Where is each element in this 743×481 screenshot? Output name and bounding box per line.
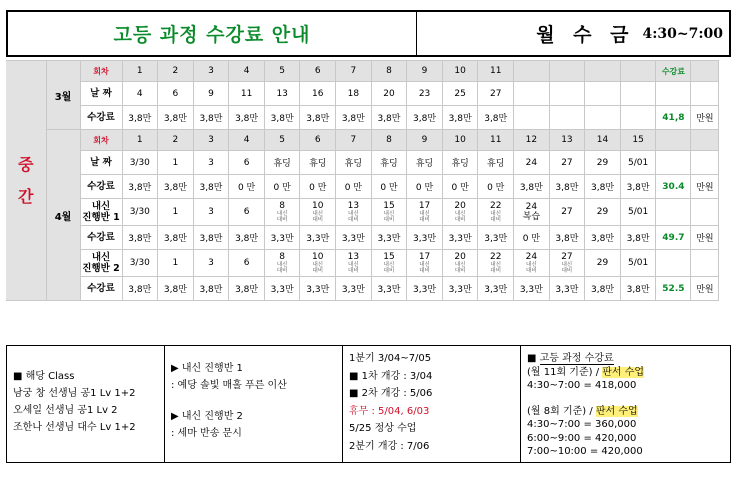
cell-date: 20 — [454, 252, 466, 262]
quarter2: 2분기 개강 : 7/06 — [349, 440, 430, 452]
normal-class: 5/25 정상 수업 — [349, 423, 417, 434]
table-cell: 18 — [336, 82, 372, 106]
table-cell: 3,3만 — [514, 277, 550, 301]
table-cell: 6 — [229, 151, 265, 175]
cell-date: 10 — [312, 252, 324, 262]
quarter1: 1분기 3/04~7/05 — [349, 353, 432, 364]
cell-date: 1 — [172, 207, 179, 217]
table-cell: 6 — [158, 82, 194, 106]
table-cell: 1 — [158, 151, 194, 175]
table-cell — [300, 199, 336, 226]
table-cell: 15 — [620, 130, 656, 151]
cell-date: 5/01 — [628, 258, 649, 268]
table-cell: 3,3만 — [478, 226, 514, 250]
unit-cell: 만원 — [691, 175, 719, 199]
fee-heading: ■ 고등 과정 수강료 — [527, 353, 614, 364]
class-list-heading: ■ 해당 Class — [13, 371, 75, 382]
total-cell: 49.7 — [656, 226, 691, 250]
table-cell: 9 — [407, 130, 443, 151]
cell-date: 3 — [208, 258, 214, 268]
table-cell: 3,8만 — [122, 226, 158, 250]
table-cell: 3,8만 — [193, 226, 229, 250]
table-cell — [549, 199, 585, 226]
table-cell: 휴딩 — [300, 151, 336, 175]
table-cell: 3,8만 — [122, 106, 158, 130]
cell-note: 내신 대비 — [419, 262, 430, 274]
table-row — [6, 250, 719, 277]
cell-date: 20 — [454, 201, 466, 211]
cell-note: 내신 대비 — [561, 262, 573, 274]
table-cell — [585, 250, 621, 277]
total-cell: 52.5 — [656, 277, 691, 301]
table-cell: 3 — [193, 130, 229, 151]
class-list — [7, 346, 165, 462]
table-cell: 1 — [122, 130, 158, 151]
table-cell — [585, 61, 621, 82]
table-cell: 27 — [478, 82, 514, 106]
row-label: 수강료 — [80, 277, 122, 301]
table-cell — [122, 250, 158, 277]
cell-date: 10 — [312, 201, 324, 211]
total-cell — [656, 250, 691, 277]
table-row — [6, 151, 719, 175]
table-row — [6, 82, 719, 106]
table-cell — [407, 199, 443, 226]
table-cell: 5 — [264, 61, 300, 82]
table-cell: 3,3만 — [442, 226, 478, 250]
table-cell: 6 — [300, 61, 336, 82]
fee-line: 6:00~9:00 = 420,000 — [527, 432, 637, 444]
table-cell: 휴딩 — [264, 151, 300, 175]
holiday: 휴무 : 5/04, 6/03 — [349, 405, 430, 417]
cell-date: 29 — [596, 258, 609, 268]
table-cell — [549, 106, 585, 130]
cell-note: 내신 대비 — [490, 262, 502, 274]
row-label: 수강료 — [80, 226, 122, 250]
table-cell — [264, 199, 300, 226]
table-cell: 3,8만 — [336, 106, 372, 130]
cell-note: 내신 대비 — [490, 211, 502, 223]
cell-date: 13 — [347, 252, 360, 262]
table-cell — [407, 250, 443, 277]
table-row — [6, 130, 719, 151]
class-time: 4:30~7:00 — [642, 25, 723, 42]
row-label: 수강료 — [80, 106, 122, 130]
month-label: 4월 — [46, 130, 80, 301]
table-cell: 3,8만 — [300, 106, 336, 130]
table-cell — [514, 61, 550, 82]
table-cell — [193, 250, 229, 277]
table-cell: 13 — [264, 82, 300, 106]
table-cell: 3,8만 — [229, 106, 265, 130]
table-cell: 3,8만 — [193, 175, 229, 199]
table-cell — [620, 61, 656, 82]
unit-cell — [691, 130, 719, 151]
table-row — [6, 61, 719, 82]
side-label-char: 중 — [18, 154, 34, 174]
cell-date: 3/30 — [129, 207, 150, 217]
track-info — [165, 346, 343, 462]
unit-cell — [691, 199, 719, 226]
table-cell: 25 — [442, 82, 478, 106]
header-bar — [6, 10, 731, 57]
table-cell — [514, 106, 550, 130]
side-label — [6, 61, 46, 301]
total-cell — [656, 199, 691, 226]
table-cell: 휴딩 — [407, 151, 443, 175]
fee-line: 4:30~7:00 = 418,000 — [527, 380, 637, 391]
table-cell: 2 — [158, 61, 194, 82]
unit-cell: 만원 — [691, 277, 719, 301]
track1-schools: : 예당 솔빛 매홀 푸른 이산 — [171, 380, 287, 391]
table-cell: 11 — [478, 130, 514, 151]
cell-date: 29 — [596, 207, 609, 217]
table-cell: 3,3만 — [300, 277, 336, 301]
row-label: 회차 — [80, 130, 122, 151]
table-cell: 3,8만 — [585, 226, 621, 250]
table-cell: 0 만 — [264, 175, 300, 199]
table-cell: 4 — [122, 82, 158, 106]
cell-date: 3/30 — [129, 258, 150, 268]
month-label: 3월 — [46, 61, 80, 130]
total-cell: 41,8 — [656, 106, 691, 130]
fee-group2: (월 8회 기준) / 판서 수업 — [527, 405, 638, 417]
table-cell: 27 — [549, 151, 585, 175]
table-cell: 3,8만 — [585, 277, 621, 301]
class-line: 오세일 선생님 공1 Lv 2 — [13, 405, 118, 416]
fee-group1: (월 11회 기준) / 판서 수업 — [527, 366, 645, 378]
cell-note: 내신 대비 — [276, 211, 288, 223]
table-cell — [442, 250, 478, 277]
table-cell: 29 — [585, 151, 621, 175]
unit-cell: 만원 — [691, 106, 719, 130]
table-cell: 7 — [336, 61, 372, 82]
cell-date: 5/01 — [628, 207, 649, 217]
table-cell: 3,3만 — [549, 277, 585, 301]
table-cell: 3,3만 — [336, 277, 372, 301]
table-cell — [300, 250, 336, 277]
table-cell: 3,8만 — [620, 277, 656, 301]
open2: ■ 2차 개강 : 5/06 — [349, 388, 433, 399]
table-cell: 0 만 — [229, 175, 265, 199]
table-cell: 휴딩 — [336, 151, 372, 175]
table-cell — [585, 82, 621, 106]
table-cell: 3,3만 — [478, 277, 514, 301]
class-line: 남궁 창 선생님 공1 Lv 1+2 — [13, 388, 136, 399]
row-label: 날 짜 — [80, 151, 122, 175]
table-row — [6, 277, 719, 301]
unit-cell — [691, 151, 719, 175]
table-cell — [478, 250, 514, 277]
table-cell: 3,3만 — [442, 277, 478, 301]
row-label: 수강료 — [80, 175, 122, 199]
table-cell: 3,3만 — [371, 277, 407, 301]
cell-date: 17 — [418, 201, 431, 211]
table-cell: 휴딩 — [478, 151, 514, 175]
track2-heading: ▶ 내신 진행반 2 — [171, 411, 243, 422]
table-cell — [371, 250, 407, 277]
table-cell: 3,8만 — [229, 226, 265, 250]
table-cell — [336, 250, 372, 277]
table-cell: 3,8만 — [193, 277, 229, 301]
table-cell — [478, 199, 514, 226]
cell-note: 내신 대비 — [454, 211, 466, 223]
class-line: 조한나 선생님 대수 Lv 1+2 — [13, 422, 136, 433]
cell-note: 내신 대비 — [348, 262, 359, 274]
table-cell: 휴딩 — [371, 151, 407, 175]
track2-schools: : 세마 반송 문시 — [171, 428, 242, 439]
row-label: 내신 진행반 1 — [80, 199, 122, 226]
table-cell — [620, 82, 656, 106]
table-cell: 3,8만 — [620, 226, 656, 250]
cell-date: 8 — [279, 201, 286, 211]
table-cell: 3,3만 — [264, 277, 300, 301]
total-cell: 30.4 — [656, 175, 691, 199]
table-cell: 3,8만 — [478, 106, 514, 130]
table-cell: 3,8만 — [122, 277, 158, 301]
cell-date: 15 — [383, 201, 395, 211]
table-cell: 3,8만 — [229, 277, 265, 301]
cell-date: 24 — [525, 252, 538, 262]
class-days: 월 수 금 — [536, 24, 635, 46]
table-cell — [229, 250, 265, 277]
fee-summary — [521, 346, 730, 462]
table-cell — [549, 61, 585, 82]
cell-date: 24 복습 — [522, 202, 541, 222]
unit-cell — [691, 250, 719, 277]
table-cell: 3,8만 — [158, 175, 194, 199]
cell-date: 8 — [279, 252, 286, 262]
fee-line: 7:00~10:00 = 420,000 — [527, 446, 643, 457]
table-cell: 11 — [229, 82, 265, 106]
cell-date: 27 — [561, 207, 573, 217]
schedule-header — [417, 12, 729, 55]
table-cell: 2 — [158, 130, 194, 151]
table-cell: 3,3만 — [300, 226, 336, 250]
table-cell — [122, 199, 158, 226]
table-cell: 3,8만 — [264, 106, 300, 130]
table-cell: 10 — [442, 61, 478, 82]
fee-line: 4:30~7:00 = 360,000 — [527, 419, 637, 430]
table-cell: 12 — [514, 130, 550, 151]
page-title: 고등 과정 수강료 안내 — [8, 12, 417, 55]
table-cell — [371, 199, 407, 226]
table-cell: 3,3만 — [371, 226, 407, 250]
table-cell: 11 — [478, 61, 514, 82]
table-cell: 3 — [193, 151, 229, 175]
cell-date: 3 — [208, 207, 214, 217]
table-cell — [514, 82, 550, 106]
table-cell: 7 — [336, 130, 372, 151]
table-cell: 0 만 — [371, 175, 407, 199]
table-cell: 0 만 — [300, 175, 336, 199]
cell-date: 27 — [561, 252, 573, 262]
table-cell — [514, 250, 550, 277]
unit-cell — [691, 82, 719, 106]
table-cell — [549, 82, 585, 106]
table-cell: 5/01 — [620, 151, 656, 175]
cell-date: 22 — [490, 252, 502, 262]
term-schedule — [343, 346, 521, 462]
table-cell: 3,8만 — [158, 226, 194, 250]
table-cell: 3,3만 — [407, 226, 443, 250]
cell-note: 내신 대비 — [526, 262, 537, 274]
cell-date: 17 — [418, 252, 431, 262]
table-cell: 9 — [193, 82, 229, 106]
table-cell: 14 — [585, 130, 621, 151]
table-cell: 3,8만 — [549, 226, 585, 250]
cell-note: 내신 대비 — [312, 211, 324, 223]
table-cell: 3,8만 — [122, 175, 158, 199]
table-cell: 3,8만 — [549, 175, 585, 199]
table-cell: 8 — [371, 130, 407, 151]
table-cell: 0 만 — [407, 175, 443, 199]
side-label-char: 간 — [18, 186, 34, 206]
cell-date: 6 — [243, 207, 250, 217]
cell-note: 내신 대비 — [276, 262, 288, 274]
table-cell — [620, 106, 656, 130]
table-cell: 3,3만 — [264, 226, 300, 250]
info-panel — [6, 345, 731, 463]
cell-note: 내신 대비 — [419, 211, 430, 223]
table-cell: 3,8만 — [585, 175, 621, 199]
table-cell: 1 — [122, 61, 158, 82]
table-cell: 0 만 — [514, 226, 550, 250]
cell-date: 1 — [172, 258, 179, 268]
table-cell: 4 — [229, 61, 265, 82]
total-cell — [656, 130, 691, 151]
table-cell: 3,8만 — [158, 277, 194, 301]
table-cell — [158, 199, 194, 226]
table-cell: 9 — [407, 61, 443, 82]
table-cell: 3/30 — [122, 151, 158, 175]
table-cell: 3,3만 — [336, 226, 372, 250]
table-cell — [620, 199, 656, 226]
cell-date: 6 — [243, 258, 250, 268]
table-row — [6, 226, 719, 250]
table-row — [6, 199, 719, 226]
cell-date: 13 — [347, 201, 360, 211]
row-label: 날 짜 — [80, 82, 122, 106]
table-cell — [442, 199, 478, 226]
table-cell: 3,8만 — [620, 175, 656, 199]
total-cell — [656, 82, 691, 106]
table-cell: 24 — [514, 151, 550, 175]
table-cell: 3,8만 — [371, 106, 407, 130]
table-cell — [549, 250, 585, 277]
table-cell — [264, 250, 300, 277]
open1: ■ 1차 개강 : 3/04 — [349, 370, 433, 382]
cell-note: 내신 대비 — [348, 211, 359, 223]
cell-note: 내신 대비 — [383, 262, 395, 274]
row-label: 회차 — [80, 61, 122, 82]
table-row — [6, 175, 719, 199]
table-cell: 0 만 — [336, 175, 372, 199]
table-cell — [585, 199, 621, 226]
total-cell — [656, 151, 691, 175]
table-cell: 13 — [549, 130, 585, 151]
cell-date: 15 — [383, 252, 395, 262]
table-cell: 4 — [229, 130, 265, 151]
table-cell: 23 — [407, 82, 443, 106]
cell-note: 내신 대비 — [454, 262, 466, 274]
cell-note: 내신 대비 — [383, 211, 395, 223]
track1-heading: ▶ 내신 진행반 1 — [171, 363, 243, 374]
cell-date: 22 — [490, 201, 502, 211]
table-cell: 3,3만 — [407, 277, 443, 301]
table-cell: 3,8만 — [158, 106, 194, 130]
table-cell: 6 — [300, 130, 336, 151]
table-cell: 5 — [264, 130, 300, 151]
table-cell: 3,8만 — [442, 106, 478, 130]
table-row — [6, 106, 719, 130]
table-cell — [585, 106, 621, 130]
table-cell: 3,8만 — [407, 106, 443, 130]
table-cell: 0 만 — [478, 175, 514, 199]
table-cell: 8 — [371, 61, 407, 82]
unit-cell: 만원 — [691, 226, 719, 250]
table-cell — [336, 199, 372, 226]
row-label: 내신 진행반 2 — [80, 250, 122, 277]
cell-note: 내신 대비 — [312, 262, 324, 274]
table-cell: 3,8만 — [514, 175, 550, 199]
table-cell: 16 — [300, 82, 336, 106]
table-cell — [514, 199, 550, 226]
table-cell: 10 — [442, 130, 478, 151]
table-cell: 0 만 — [442, 175, 478, 199]
unit-cell — [691, 61, 719, 82]
table-cell — [158, 250, 194, 277]
total-cell: 수강료 — [656, 61, 691, 82]
table-cell — [193, 199, 229, 226]
fee-table — [6, 60, 719, 301]
table-cell: 3 — [193, 61, 229, 82]
table-cell — [620, 250, 656, 277]
table-cell — [229, 199, 265, 226]
table-cell: 3,8만 — [193, 106, 229, 130]
table-cell: 휴딩 — [442, 151, 478, 175]
table-cell: 20 — [371, 82, 407, 106]
